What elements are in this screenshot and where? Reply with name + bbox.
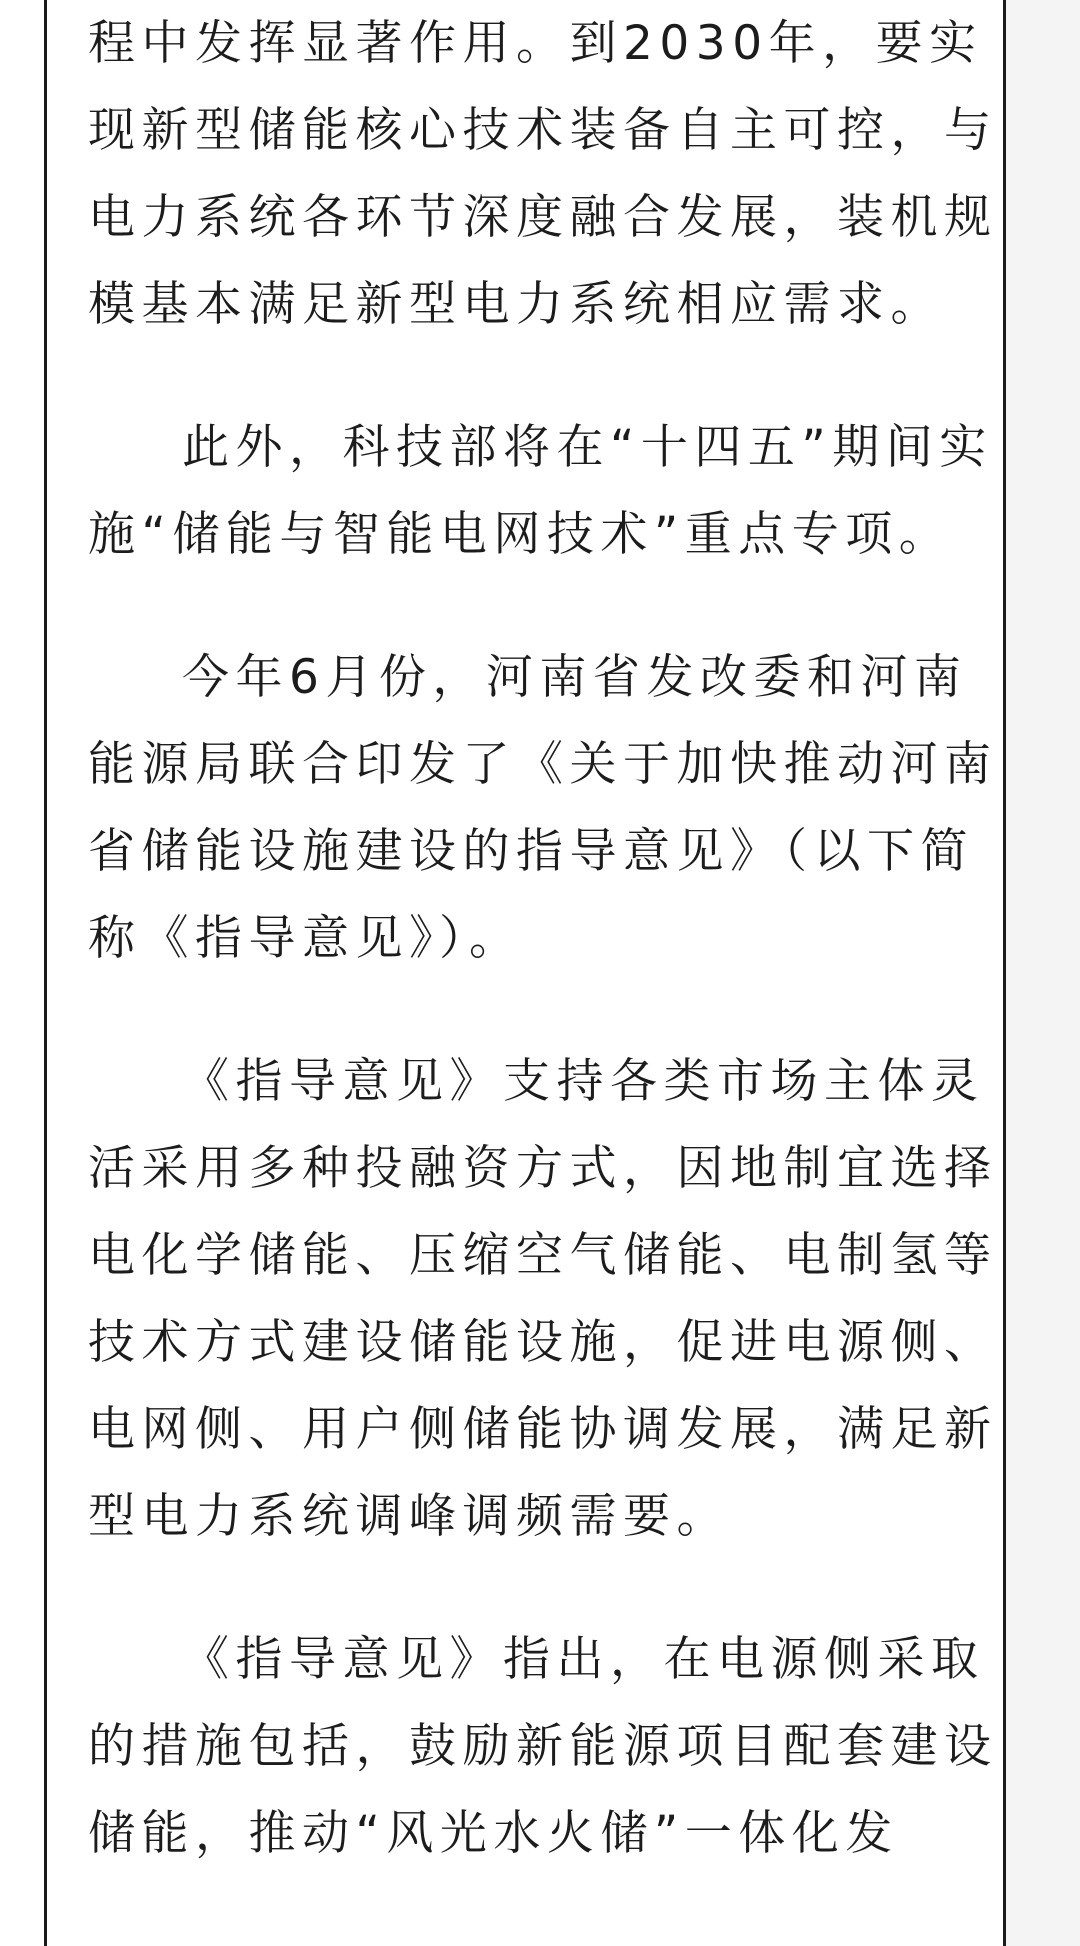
- text-line: 《指导意见》指出，在电源侧采取: [182, 1632, 985, 1687]
- text-line: 电网侧、用户侧储能协调发展，满足新: [88, 1402, 998, 1457]
- text-line: 施“储能与智能电网技术”重点专项。: [88, 507, 953, 562]
- paragraph-3: [88, 634, 998, 982]
- text-line: 能源局联合印发了《关于加快推动河南: [88, 737, 998, 792]
- text-line: 电化学储能、压缩空气储能、电制氢等: [88, 1228, 998, 1283]
- text-line: 《指导意见》支持各类市场主体灵: [182, 1054, 985, 1109]
- right-margin: [1006, 0, 1080, 1946]
- text-line: 储能，推动“风光水火储”一体化发: [88, 1806, 899, 1861]
- paragraph-5: [88, 1616, 998, 1877]
- paragraph-gap: [88, 578, 978, 634]
- text-line: 程中发挥显著作用。到2030年，要实: [88, 16, 983, 71]
- text-line: 型电力系统调峰调频需要。: [88, 1489, 730, 1544]
- text-line: 称《指导意见》）。: [88, 911, 523, 966]
- paragraph-4: [88, 1038, 998, 1560]
- paragraph-gap: [88, 982, 978, 1038]
- text-line: 省储能设施建设的指导意见》（以下简: [88, 824, 974, 879]
- text-line: 活采用多种投融资方式，因地制宜选择: [88, 1141, 998, 1196]
- text-line: 模基本满足新型电力系统相应需求。: [88, 277, 944, 332]
- paragraph-1: [88, 0, 998, 348]
- text-line: 的措施包括，鼓励新能源项目配套建设: [88, 1719, 998, 1774]
- text-line: 技术方式建设储能设施，促进电源侧、: [88, 1315, 998, 1370]
- text-line: 电力系统各环节深度融合发展，装机规: [88, 190, 998, 245]
- article-body: [88, 0, 998, 1877]
- text-line: 此外，科技部将在“十四五”期间实: [182, 420, 993, 475]
- paragraph-gap: [88, 1560, 978, 1616]
- text-line: 今年6月份，河南省发改委和河南: [182, 650, 968, 705]
- paragraph-gap: [88, 348, 978, 404]
- text-line: 现新型储能核心技术装备自主可控，与: [88, 103, 998, 158]
- paragraph-2: [88, 404, 993, 578]
